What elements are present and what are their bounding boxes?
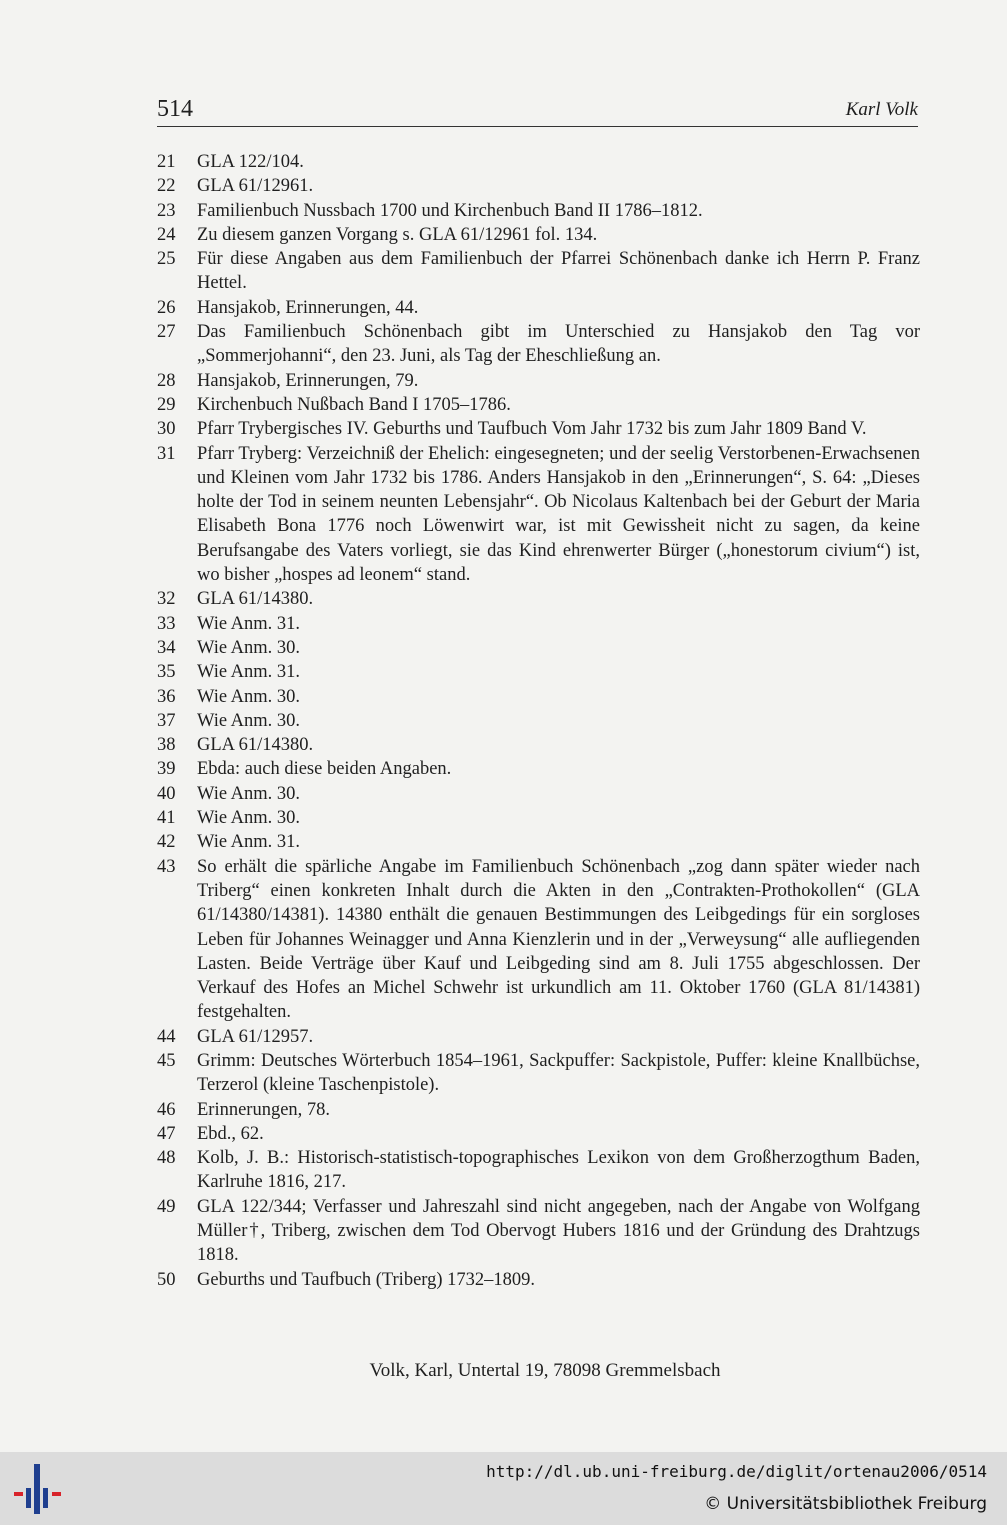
footnote-item (157, 369, 920, 393)
footnote-text: Grimm: Deutsches Wörterbuch 1854–1961, Sackpuffer: Sackpistole, Puffer: kleine Knallbüchse, Terzerol (kleine Taschenpistole). (197, 1050, 920, 1096)
footnote-text: Wie Anm. 30. (197, 710, 301, 731)
footnote-item (157, 247, 920, 296)
footnote-number: 36 (157, 686, 176, 707)
footnote-number: 42 (157, 832, 176, 853)
footnote-number: 34 (157, 637, 176, 658)
footnote-number: 44 (157, 1026, 176, 1047)
footnote-text: Das Familienbuch Schönenbach gibt im Unterschied zu Hansjakob den Tag vor „Sommerjohanni“, den 23. Juni, als Tag der Eheschließung an. (197, 322, 920, 367)
footnote-number: 50 (157, 1269, 176, 1290)
footnote-text: Ebda: auch diese beiden Angaben. (197, 759, 452, 780)
footnote-number: 24 (157, 224, 176, 245)
author-address: Volk, Karl, Untertal 19, 78098 Gremmelsbach (369, 1360, 721, 1381)
footnote-text: Wie Anm. 31. (197, 832, 301, 853)
footnote-text: Wie Anm. 30. (197, 686, 301, 707)
footnote-item (157, 830, 920, 854)
footnote-item (157, 587, 920, 611)
footnote-text: Erinnerungen, 78. (197, 1099, 331, 1120)
footnote-item (157, 199, 920, 223)
footnote-item (157, 1049, 920, 1098)
copyright-notice: © Universitätsbibliothek Freiburg (704, 1494, 987, 1514)
footnote-number: 40 (157, 783, 176, 804)
footnote-item (157, 636, 920, 660)
footnote-text: So erhält die spärliche Angabe im Familienbuch Schönenbach „zog dann später wieder nach Triberg“ einen konkreten Inhalt durch die Akten in den „Contrakten-Prothokollen“ (GLA 61/14380/14381). 14380 enthält die genauen Bestimmungen des Leibgedings für ein sorgloses Leben für Johannes Weinagger und Anna Kienzlerin und in der „Verweysung“ alle aufliegenden Lasten. Beide Verträge über Kauf und Leibgeding sind am 8. Juli 1755 abgeschlossen. Der Verkauf des Hofes an Michel Schwehr ist urkundlich am 11. Oktober 1760 (GLA 81/14381) festgehalten. (197, 856, 920, 1023)
footnote-item (157, 393, 920, 417)
footnote-text: Pfarr Trybergisches IV. Geburths und Taufbuch Vom Jahr 1732 bis zum Jahr 1809 Band V. (197, 419, 867, 440)
footnote-text: Kirchenbuch Nußbach Band I 1705–1786. (197, 394, 511, 415)
footnote-item (157, 1268, 920, 1292)
footnote-text: Hansjakob, Erinnerungen, 79. (197, 370, 419, 391)
footnote-text: GLA 61/14380. (197, 735, 314, 756)
footnote-item (157, 442, 920, 588)
footnote-text: Wie Anm. 30. (197, 783, 301, 804)
footnote-text: Wie Anm. 30. (197, 808, 301, 829)
footnote-number: 46 (157, 1099, 176, 1120)
footnote-item (157, 806, 920, 830)
footnote-item (157, 417, 920, 441)
footnote-number: 33 (157, 613, 176, 634)
footnote-text: Familienbuch Nussbach 1700 und Kirchenbuch Band II 1786–1812. (197, 200, 703, 221)
footnotes-list (157, 150, 920, 1292)
footnote-item (157, 660, 920, 684)
footnote-number: 38 (157, 735, 176, 756)
running-head: Karl Volk (845, 99, 918, 120)
footnote-text: Ebd., 62. (197, 1123, 264, 1144)
library-logo-icon (14, 1464, 64, 1514)
footnote-number: 21 (157, 152, 176, 172)
footnote-number: 35 (157, 662, 176, 683)
document-url-link[interactable]: http://dl.ub.uni-freiburg.de/diglit/ortenau2006/0514 (486, 1462, 987, 1481)
footnote-item (157, 733, 920, 757)
footnote-item (157, 1025, 920, 1049)
footnote-number: 26 (157, 297, 176, 318)
page-header (157, 96, 918, 127)
footnote-number: 49 (157, 1196, 176, 1217)
footnote-text: Wie Anm. 30. (197, 637, 301, 658)
footnote-item (157, 709, 920, 733)
footnote-number: 32 (157, 589, 176, 610)
footnote-text: GLA 122/344; Verfasser und Jahreszahl sind nicht angegeben, nach der Angabe von Wolfgang Müller†, Triberg, zwischen dem Tod Obervogt Hubers 1816 und der Gründung des Drahtzugs 1818. (197, 1196, 920, 1266)
footnote-text: Geburths und Taufbuch (Triberg) 1732–1809. (197, 1269, 536, 1290)
footnote-text: GLA 122/104. (197, 152, 304, 172)
footnote-number: 25 (157, 249, 176, 270)
footnote-number: 23 (157, 200, 176, 221)
footnote-text: Für diese Angaben aus dem Familienbuch der Pfarrei Schönenbach danke ich Herrn P. Franz Hettel. (197, 249, 920, 294)
footnote-item (157, 1146, 920, 1195)
footnote-text: Wie Anm. 31. (197, 613, 301, 634)
footnote-item (157, 1122, 920, 1146)
footnote-number: 22 (157, 176, 176, 197)
footnote-item (157, 782, 920, 806)
footnote-item (157, 296, 920, 320)
footnote-text: GLA 61/12961. (197, 176, 314, 197)
footnote-item (157, 757, 920, 781)
footnote-number: 28 (157, 370, 176, 391)
footnote-text: Kolb, J. B.: Historisch-statistisch-topographisches Lexikon von dem Großherzogthum Baden, Karlruhe 1816, 217. (197, 1148, 920, 1193)
footnote-text: Wie Anm. 31. (197, 662, 301, 683)
footnote-text: GLA 61/14380. (197, 589, 314, 610)
footnote-number: 29 (157, 394, 176, 415)
page-number: 514 (157, 96, 193, 122)
footnote-item (157, 685, 920, 709)
footnote-number: 39 (157, 759, 176, 780)
footnote-number: 43 (157, 856, 176, 877)
footnote-item (157, 1195, 920, 1268)
footnote-item (157, 223, 920, 247)
footnote-item (157, 174, 920, 198)
footnote-number: 47 (157, 1123, 176, 1144)
footnote-item (157, 855, 920, 1025)
footnote-number: 45 (157, 1050, 176, 1071)
footnote-number: 37 (157, 710, 176, 731)
footnote-item (157, 320, 920, 369)
footnote-number: 31 (157, 443, 176, 464)
footnote-text: Pfarr Tryberg: Verzeichniß der Ehelich: eingesegneten; und der seelig Verstorbenen-Erwachsenen und Kleinen vom Jahr 1732 bis 1786. Anders Hansjakob in den „Erinnerungen“, S. 64: „Dieses holte der Tod in seinem neunten Lebensjahr“. Ob Nicolaus Kaltenbach bei der Geburt der Maria Elisabeth Bona 1776 noch Löwenwirt war, ist mit Gewissheit nicht zu sagen, da keine Berufsangabe des Vaters vorliegt, sie das Kind ehrenwerter Bürger („honestorum civium“) ist, wo bisher „hospes ad leonem“ stand. (197, 443, 920, 586)
library-footer (0, 1452, 1007, 1525)
footnote-item (157, 1098, 920, 1122)
footnote-number: 30 (157, 419, 176, 440)
footnote-number: 48 (157, 1148, 176, 1169)
footnote-text: Hansjakob, Erinnerungen, 44. (197, 297, 419, 318)
footnote-number: 27 (157, 322, 176, 343)
footnote-number: 41 (157, 808, 176, 829)
footnote-text: Zu diesem ganzen Vorgang s. GLA 61/12961 fol. 134. (197, 224, 598, 245)
footnote-text: GLA 61/12957. (197, 1026, 314, 1047)
footnote-item (157, 612, 920, 636)
footnote-item (157, 150, 920, 174)
